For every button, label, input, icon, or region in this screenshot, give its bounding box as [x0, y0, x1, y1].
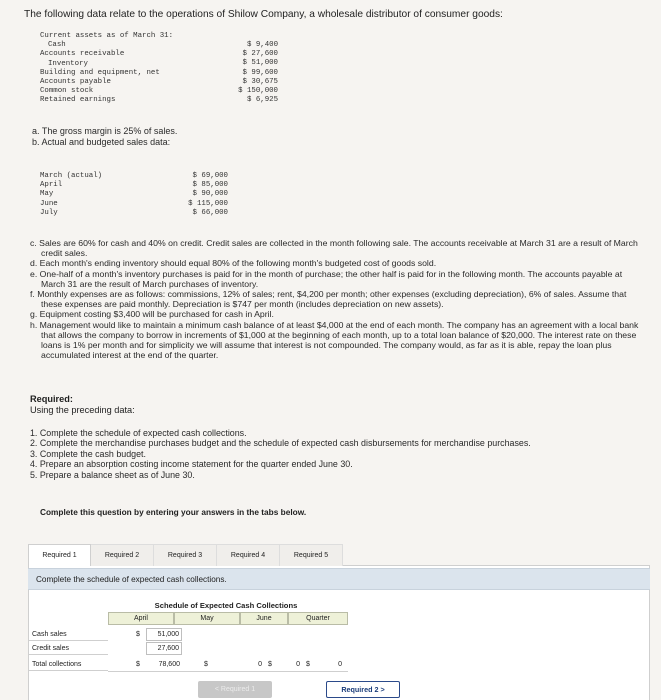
note-f: f. Monthly expenses are as follows: commissions, 12% of sales; rent, $4,200 per month; other expenses (excluding depreciation), 6% of sales. Assume that these expenses are paid monthly. Depreciation is $747 per month (includes depreciation on new assets). [30, 289, 627, 310]
row-label-credit-sales: Credit sales [28, 642, 108, 655]
asset-label: Cash [48, 41, 66, 50]
instruction-text: Complete this question by entering your answers in the tabs below. [40, 507, 307, 517]
row-label-cash-sales: Cash sales [28, 628, 108, 641]
col-header-may: May [174, 612, 240, 625]
cash-sales-april-input[interactable]: 51,000 [146, 628, 182, 641]
sales-month: July [40, 208, 58, 217]
required-heading: Required: [30, 394, 73, 404]
facts-ab [32, 126, 177, 147]
asset-label: Building and equipment, net [40, 68, 160, 77]
asset-value: $ 6,925 [246, 96, 278, 105]
fact-a: a. The gross margin is 25% of sales. [32, 126, 178, 136]
sales-months [40, 172, 102, 218]
intro-text: The following data relate to the operations of Shilow Company, a wholesale distributor of consumer goods: [24, 9, 503, 20]
next-required-button[interactable]: Required 2 > [326, 681, 400, 698]
tab-bar-fill [343, 544, 650, 566]
required-block [30, 394, 135, 416]
note-d: d. Each month's ending inventory should equal 80% of the following month's budgeted cost of goods sold. [30, 258, 437, 269]
fact-b: b. Actual and budgeted sales data: [32, 136, 171, 147]
prev-required-button[interactable]: < Required 1 [198, 681, 272, 698]
task-list [30, 428, 531, 480]
note-c: c. Sales are 60% for cash and 40% on credit. Credit sales are collected in the month following sale. The accounts receivable at March 31 are a result of March credit sales. [30, 238, 638, 259]
asset-label: Common stock [40, 87, 94, 96]
sales-month: May [40, 190, 54, 199]
sales-value: $ 69,000 [192, 172, 228, 180]
schedule-table [28, 612, 348, 674]
col-header-june: June [240, 612, 288, 625]
table-bottom-rule [108, 671, 348, 672]
task-item: 2. Complete the merchandise purchases budget and the schedule of expected cash disbursements for merchandise purchases. [30, 438, 531, 449]
assets-header: Current assets as of March 31: [40, 32, 174, 40]
tab-bar [28, 544, 650, 566]
sales-value: $ 66,000 [192, 208, 228, 217]
asset-label: Inventory [48, 59, 88, 68]
asset-value: $ 9,400 [246, 41, 278, 49]
required-sub: Using the preceding data: [30, 405, 135, 415]
asset-value: $ 30,675 [242, 77, 278, 86]
asset-label: Accounts payable [40, 78, 111, 87]
sales-month: March (actual) [40, 172, 103, 180]
note-g: g. Equipment costing $3,400 will be purchased for cash in April. [30, 309, 274, 320]
sales-month: June [40, 199, 58, 208]
total-may-value: 0 [258, 661, 262, 668]
sales-month: April [40, 181, 63, 190]
col-header-april: April [108, 612, 174, 625]
sales-values [184, 172, 228, 218]
assets-labels [40, 32, 173, 106]
assets-values [232, 41, 278, 105]
dollar-sign: $ [204, 661, 208, 668]
tab-required-4[interactable]: Required 4 [217, 544, 280, 566]
note-h: h. Management would like to maintain a minimum cash balance of at least $4,000 at the end of each month. The company has an agreement with a local bank that allows the company to borrow in increments of $1,000 at the beginning of each month, up to a total loan balance of $20,000. The interest rate on these loans is 1% per month and for simplicity we will assume that interest is not compounded. The company would, as far as it is able, repay the loan plus accumulated interest at the end of the quarter. [30, 319, 639, 361]
total-april-value: 78,600 [158, 661, 180, 668]
notes-list [30, 238, 640, 360]
dollar-sign: $ [268, 661, 272, 668]
asset-label: Accounts receivable [40, 50, 125, 59]
asset-value: $ 150,000 [238, 87, 278, 96]
asset-label: Retained earnings [40, 96, 116, 105]
note-e: e. One-half of a month's inventory purchases is paid for in the month of purchase; the other half is paid for in the following month. The accounts payable at March 31 are the result of March purchases of inventory. [30, 268, 623, 289]
task-item: 5. Prepare a balance sheet as of June 30. [30, 469, 195, 480]
dollar-sign: $ [136, 661, 140, 668]
prompt-text: Complete the schedule of expected cash collections. [36, 575, 227, 584]
total-quarter-value: 0 [338, 661, 342, 668]
dollar-sign: $ [306, 661, 310, 668]
sales-value: $ 115,000 [188, 199, 228, 208]
asset-value: $ 51,000 [242, 59, 278, 68]
asset-value: $ 99,600 [242, 68, 278, 77]
dollar-sign: $ [136, 631, 140, 638]
col-header-quarter: Quarter [288, 612, 348, 625]
tab-required-3[interactable]: Required 3 [154, 544, 217, 566]
sales-value: $ 90,000 [192, 190, 228, 199]
asset-value: $ 27,600 [242, 50, 278, 59]
tab-required-1[interactable]: Required 1 [28, 544, 91, 566]
sales-value: $ 85,000 [192, 181, 228, 190]
tab-required-2[interactable]: Required 2 [91, 544, 154, 566]
total-june-value: 0 [296, 661, 300, 668]
credit-sales-april-input[interactable]: 27,600 [146, 642, 182, 655]
tab-required-5[interactable]: Required 5 [280, 544, 343, 566]
task-item: 3. Complete the cash budget. [30, 448, 146, 459]
task-item: 4. Prepare an absorption costing income statement for the quarter ended June 30. [30, 459, 353, 470]
row-label-total-collections: Total collections [28, 658, 108, 671]
task-item: 1. Complete the schedule of expected cash collections. [30, 428, 247, 438]
schedule-title: Schedule of Expected Cash Collections [154, 601, 298, 610]
